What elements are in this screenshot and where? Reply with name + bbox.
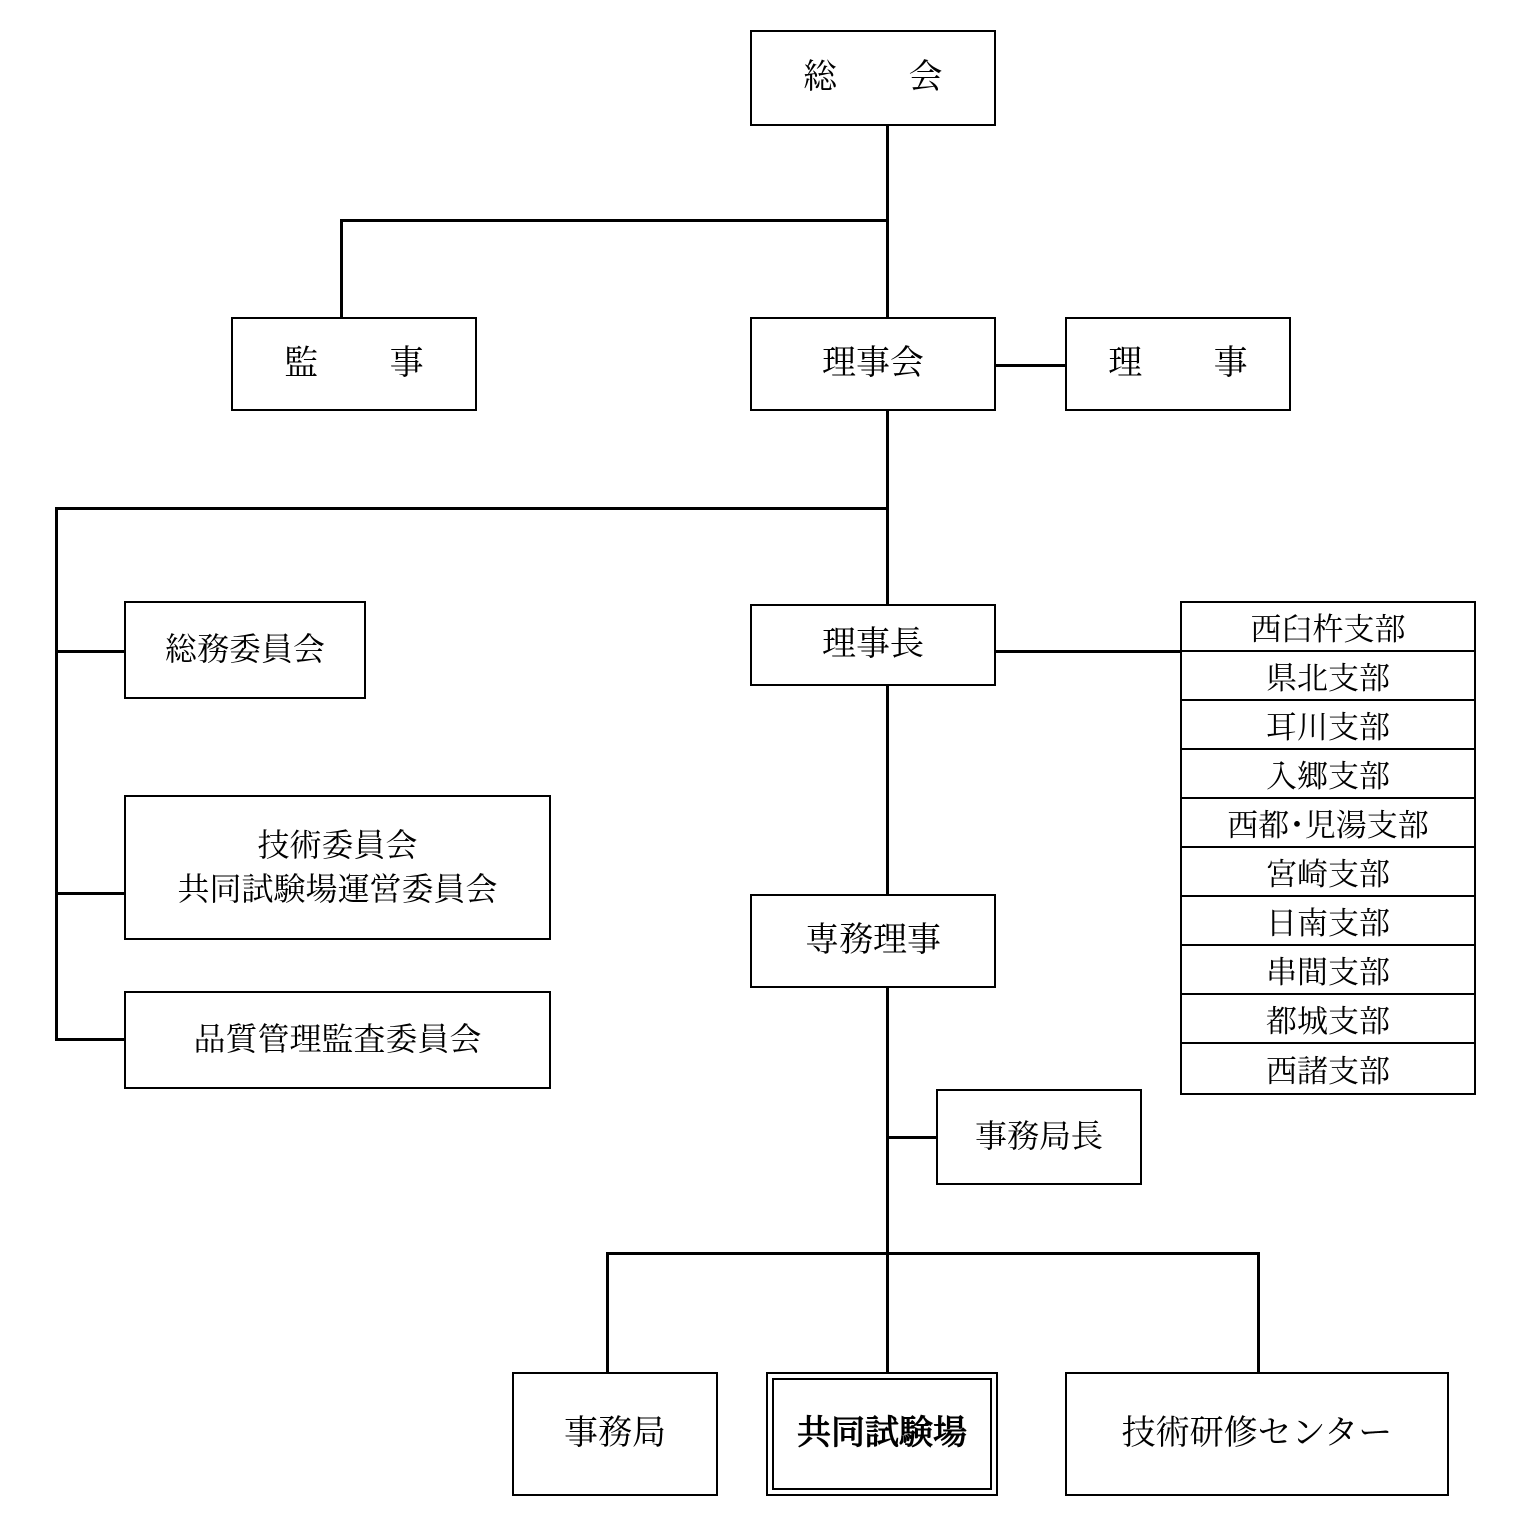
connector-chairman-down [886,685,889,895]
node-chairman-label: 理事長 [822,625,924,664]
connector-bottom-right-drop [1257,1252,1260,1372]
node-managing-director[interactable] [750,894,996,988]
connector-to-secretary-general [886,1136,938,1139]
node-auditor[interactable] [231,317,477,411]
connector-to-quality [55,1038,125,1041]
node-general-affairs-committee[interactable] [124,601,366,699]
branch-item-4[interactable]: 西都･児湯支部 [1182,799,1474,848]
node-auditor-label: 監 事 [284,344,443,383]
node-technical-committee[interactable] [124,795,551,940]
connector-bottom-mid-drop [886,1252,889,1372]
connector-bus-to-auditor [340,219,889,222]
branch-item-7[interactable]: 串間支部 [1182,946,1474,995]
branch-item-0[interactable]: 西臼杵支部 [1182,603,1474,652]
connector-bus-to-board [886,219,889,317]
connector-bottom-bus [606,1252,1260,1255]
connector-to-general-affairs [55,650,125,653]
branch-item-9[interactable]: 西諸支部 [1266,1054,1390,1089]
branch-item-1[interactable]: 県北支部 [1182,652,1474,701]
connector-chairman-to-branches [994,650,1180,653]
node-general-meeting-label: 総 会 [803,58,962,97]
node-secretary-general[interactable] [936,1089,1142,1185]
node-chairman[interactable] [750,604,996,686]
branch-item-8[interactable]: 都城支部 [1182,995,1474,1044]
node-managing-director-label: 専務理事 [805,921,941,960]
node-board[interactable] [750,317,996,411]
connector-to-technical [55,892,125,895]
connector-general-meeting-down [886,126,889,221]
node-joint-testing-site-label: 共同試験場 [797,1414,967,1453]
node-general-affairs-committee-label: 総務委員会 [164,631,325,668]
connector-board-to-director [994,364,1066,367]
connector-board-down [886,411,889,616]
node-technical-committee-label-line2: 共同試験場運営委員会 [177,870,498,907]
node-technical-committee-label-line1: 技術委員会 [257,827,418,864]
branch-list [1180,601,1476,1095]
node-quality-committee-label: 品質管理監査委員会 [193,1021,482,1058]
node-secretary-general-label: 事務局長 [974,1118,1103,1155]
branch-item-6[interactable]: 日南支部 [1182,897,1474,946]
connector-managing-down [886,987,889,1252]
connector-bottom-left-drop [606,1252,609,1372]
node-training-center[interactable] [1065,1372,1449,1496]
connector-bus-to-committees [55,507,889,510]
node-director-label: 理 事 [1108,344,1267,383]
node-director[interactable] [1065,317,1291,411]
branch-item-3[interactable]: 入郷支部 [1182,750,1474,799]
branch-item-2[interactable]: 耳川支部 [1182,701,1474,750]
connector-committees-vertical [55,507,58,1041]
node-joint-testing-site[interactable] [766,1372,998,1496]
node-training-center-label: 技術研修センター [1121,1414,1393,1453]
node-quality-committee[interactable] [124,991,551,1089]
connector-auditor-down [340,219,343,317]
node-secretariat[interactable] [512,1372,718,1496]
node-general-meeting[interactable] [750,30,996,126]
branch-item-5[interactable]: 宮崎支部 [1182,848,1474,897]
node-board-label: 理事会 [822,344,924,383]
node-secretariat-label: 事務局 [564,1414,666,1453]
